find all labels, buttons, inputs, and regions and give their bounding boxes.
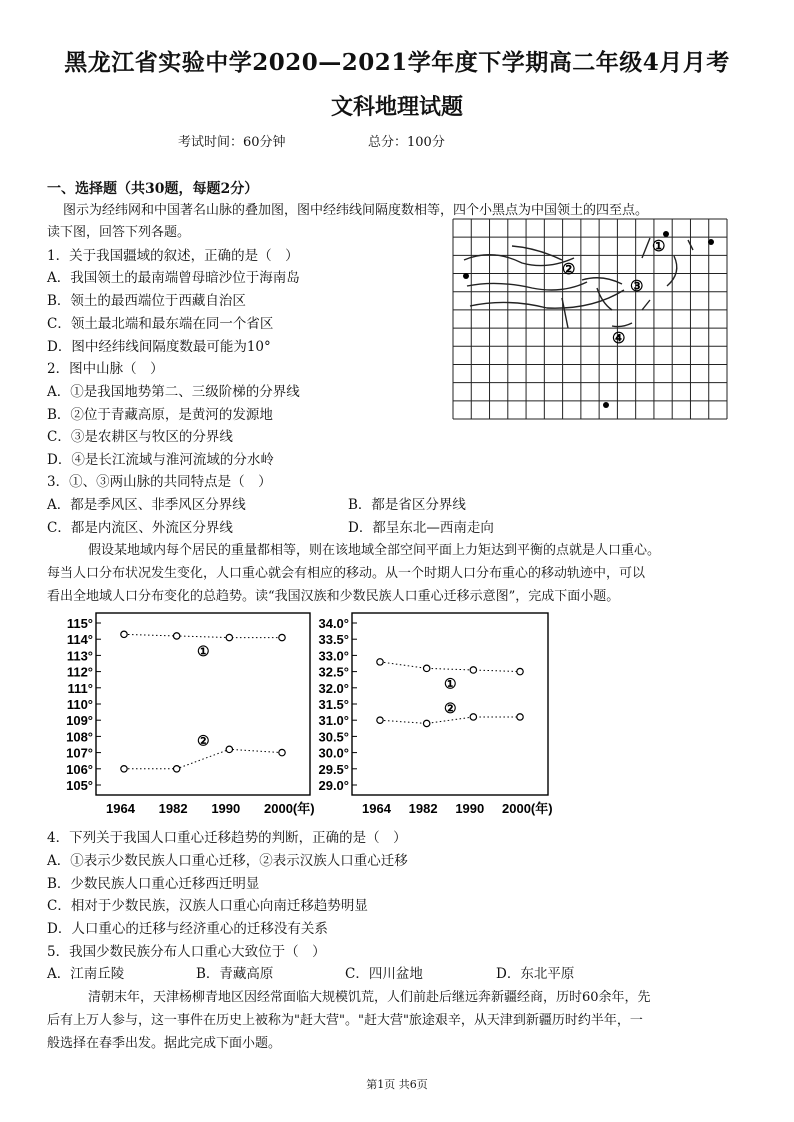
q5-option-b: B．青藏高原 <box>196 966 274 982</box>
range-line <box>467 282 587 290</box>
series-line <box>124 634 282 637</box>
x-tick-label: 1990 <box>211 801 241 816</box>
y-tick-label: 32.5° <box>318 664 349 680</box>
section-heading: 一、选择题（共30题，每题2分） <box>47 181 259 197</box>
q2-option-c: C．③是农耕区与牧区的分界线 <box>47 429 233 445</box>
y-ticks <box>318 616 357 793</box>
x-tick-label: 2000(年) <box>264 801 315 816</box>
q2-option-b: B．②位于青藏高原，是黄河的发源地 <box>47 407 273 423</box>
q1-option-c: C．领土最北端和最东端在同一个省区 <box>47 316 274 332</box>
range-line <box>464 255 574 266</box>
q4-option-c: C．相对于少数民族，汉族人口重心向南迁移趋势明显 <box>47 898 368 914</box>
y-tick-label: 34.0° <box>318 616 349 631</box>
exam-total-score: 总分：100分 <box>368 135 445 150</box>
q4-stem: 4．下列关于我国人口重心迁移趋势的判断，正确的是（ ） <box>47 830 407 846</box>
data-point <box>279 749 285 755</box>
x-tick-label: 1982 <box>408 801 438 816</box>
range-line <box>512 246 562 260</box>
data-point <box>517 714 523 720</box>
q1-option-a: A．我国领土的最南端曾母暗沙位于海南岛 <box>47 270 300 286</box>
y-tick-label: 112° <box>66 664 93 680</box>
data-point <box>279 634 285 640</box>
y-tick-label: 111° <box>67 680 93 696</box>
data-point <box>226 634 232 640</box>
x-ticks <box>362 801 553 816</box>
passage3-line-2: 后有上万人参与，这一事件在历史上被称为"赶大营"。"赶大营"旅途艰辛，从天津到新疆历时约半年，一 <box>47 1013 643 1028</box>
series-label: ① <box>444 675 457 692</box>
q3-option-a: A．都是季风区、非季风区分界线 <box>47 497 246 513</box>
y-tick-label: 31.5° <box>318 697 349 712</box>
page-number: 第1页 共6页 <box>366 1078 428 1091</box>
q1-option-b: B．领土的最西端位于西藏自治区 <box>47 293 246 309</box>
data-point <box>423 720 429 726</box>
range-line <box>612 323 632 327</box>
passage2-line-2: 每当人口分布状况发生变化，人口重心就会有相应的移动。从一个时期人口分布重心的移动轨迹中，可以 <box>47 566 646 581</box>
q1-stem: 1．关于我国疆域的叙述，正确的是（ ） <box>47 248 299 264</box>
passage3-line-3: 般选择在春季出发。据此完成下面小题。 <box>47 1036 282 1051</box>
y-tick-label: 108° <box>66 729 93 745</box>
data-point <box>173 633 179 639</box>
data-point <box>377 659 383 665</box>
chart-longitude <box>52 605 320 825</box>
q2-option-a: A．①是我国地势第二、三级阶梯的分界线 <box>47 384 300 400</box>
map-label-1: ① <box>652 238 666 255</box>
map-label-2: ② <box>562 261 576 278</box>
y-tick-label: 33.0° <box>318 648 349 664</box>
x-tick-label: 1964 <box>362 801 391 816</box>
q3-option-d: D．都呈东北—西南走向 <box>348 520 494 536</box>
y-tick-label: 31.0° <box>318 713 349 729</box>
data-point <box>517 668 523 674</box>
q5-option-a: A．江南丘陵 <box>47 966 125 982</box>
q4-option-b: B．少数民族人口重心迁移西迁明显 <box>47 876 260 892</box>
y-tick-label: 106° <box>66 761 93 777</box>
q3-option-c: C．都是内流区、外流区分界线 <box>47 520 233 536</box>
graticule-map <box>452 218 728 420</box>
south-point <box>603 402 609 408</box>
data-point <box>470 667 476 673</box>
y-tick-label: 29.5° <box>318 761 349 777</box>
q3-option-b: B．都是省区分界线 <box>348 497 466 513</box>
y-tick-label: 29.0° <box>318 778 349 793</box>
series-line <box>380 662 520 672</box>
data-point <box>470 714 476 720</box>
q3-stem: 3．①、③两山脉的共同特点是（ ） <box>47 474 272 490</box>
q1-option-d: D．图中经纬线间隔度数最可能为10° <box>47 339 271 355</box>
x-tick-label: 2000(年) <box>502 801 553 816</box>
exam-title: 黑龙江省实验中学2020—2021学年度下学期高二年级4月月考 <box>64 49 730 76</box>
y-tick-label: 33.5° <box>318 632 349 648</box>
passage3-line-1: 清朝末年，天津杨柳青地区因经常面临大规模饥荒，人们前赴后继远奔新疆经商，历时60余年，先 <box>88 990 651 1005</box>
north-point <box>663 231 669 237</box>
q4-option-d: D．人口重心的迁移与经济重心的迁移没有关系 <box>47 921 328 937</box>
y-tick-label: 30.0° <box>318 745 349 761</box>
y-tick-label: 30.5° <box>318 729 349 745</box>
range-line <box>582 278 622 284</box>
x-tick-label: 1982 <box>158 801 188 816</box>
map-grid <box>453 219 727 419</box>
series-line <box>380 717 520 723</box>
passage2-line-3: 看出全地域人口分布变化的总趋势。读“我国汉族和少数民族人口重心迁移示意图”，完成下面小题。 <box>47 589 620 604</box>
passage2-line-1: 假设某地域内每个居民的重量都相等，则在该地域全部空间平面上力矩达到平衡的点就是人口重心。 <box>88 543 661 558</box>
data-point <box>377 717 383 723</box>
q2-stem: 2．图中山脉（ ） <box>47 361 164 377</box>
y-tick-label: 32.0° <box>318 680 349 696</box>
q5-stem: 5．我国少数民族分布人口重心大致位于（ ） <box>47 944 326 960</box>
map-label-4: ④ <box>612 330 626 347</box>
series-label: ② <box>444 699 457 716</box>
series-label: ② <box>197 732 210 749</box>
q2-option-d: D．④是长江流域与淮河流域的分水岭 <box>47 452 274 468</box>
data-point <box>121 631 127 637</box>
y-tick-label: 114° <box>66 632 93 648</box>
series-line <box>124 749 282 768</box>
y-tick-label: 107° <box>66 745 93 761</box>
range-line <box>470 290 624 308</box>
data-point <box>226 746 232 752</box>
series-label: ① <box>197 642 210 659</box>
intro-line-1: 图示为经纬网和中国著名山脉的叠加图，图中经纬线间隔度数相等，四个小黑点为中国领土的四至点。 <box>63 203 649 218</box>
y-tick-label: 110° <box>66 697 93 712</box>
exam-time: 考试时间：60分钟 <box>178 135 286 150</box>
x-ticks <box>106 801 315 816</box>
series <box>377 659 523 727</box>
q5-option-d: D．东北平原 <box>496 966 575 982</box>
x-tick-label: 1964 <box>106 801 135 816</box>
chart-latitude <box>300 605 568 825</box>
range-line-3 <box>642 300 650 310</box>
q4-option-a: A．①表示少数民族人口重心迁移，②表示汉族人口重心迁移 <box>47 853 408 869</box>
q5-option-c: C．四川盆地 <box>345 966 423 982</box>
west-point <box>463 273 469 279</box>
y-tick-label: 109° <box>66 713 93 729</box>
exam-subtitle: 文科地理试题 <box>330 94 463 120</box>
data-point <box>423 665 429 671</box>
data-point <box>173 766 179 772</box>
y-tick-label: 113° <box>66 648 93 664</box>
plot-frame <box>96 613 310 795</box>
east-point <box>708 239 714 245</box>
series <box>121 631 285 772</box>
data-point <box>121 766 127 772</box>
y-tick-label: 105° <box>66 778 93 793</box>
y-tick-label: 115° <box>66 616 93 631</box>
x-tick-label: 1990 <box>455 801 485 816</box>
map-label-3: ③ <box>630 278 644 295</box>
intro-line-2: 读下图，回答下列各题。 <box>47 225 191 240</box>
